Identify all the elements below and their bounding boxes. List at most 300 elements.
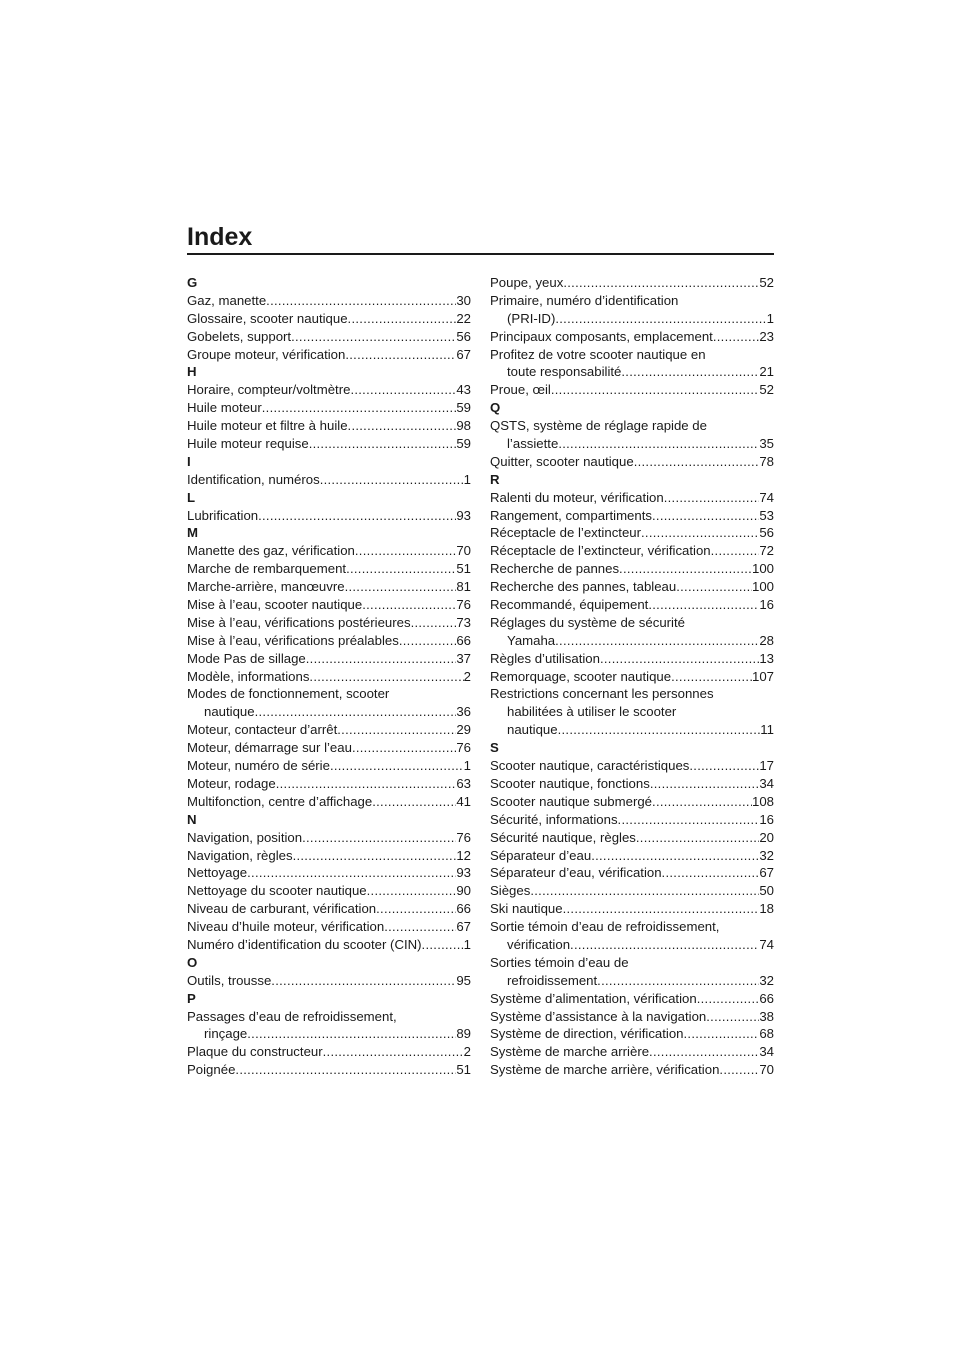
index-page-number: 74 [759,489,774,505]
dot-leader [348,310,457,328]
index-entry [490,668,774,686]
index-entry [490,417,774,435]
index-entry-text: Profitez de votre scooter nautique en [490,346,706,362]
page-title: Index [187,223,253,251]
index-entry [187,972,471,990]
dot-leader [697,990,760,1008]
index-entry [187,542,471,560]
index-entry [187,847,471,865]
index-letter-heading: M [187,525,198,541]
index-entry-text: Système de marche arrière [490,1044,650,1060]
index-entry-text: Modèle, informations [187,668,310,684]
index-entry-text: Yamaha [507,632,556,648]
index-page-number: 38 [759,1008,774,1024]
index-entry [490,811,774,829]
index-entry-text: Principaux composants, emplacement [490,328,713,344]
index-entry-text: Mise à l’eau, vérifications préalables [187,632,399,648]
index-entry-text: Huile moteur [187,400,262,416]
dot-leader [337,721,456,739]
index-entry-text: Séparateur d’eau, vérification [490,865,662,881]
dot-leader [247,864,456,882]
index-entry [490,1008,774,1026]
index-page-number: 20 [759,829,774,845]
index-entry [490,524,774,542]
dot-leader [411,614,457,632]
dot-leader [367,882,457,900]
index-page-number: 16 [759,597,774,613]
index-entry [187,507,471,525]
index-entry-continuation [490,703,774,721]
index-page-number: 28 [759,632,774,648]
index-page-number: 59 [456,436,471,452]
index-entry [490,453,774,471]
index-entry-text: Identification, numéros [187,471,320,487]
dot-leader [600,650,759,668]
index-entry [187,399,471,417]
index-page-number: 2 [463,1044,471,1060]
dot-leader [262,399,457,417]
index-entry-text: Moteur, contacteur d’arrêt [187,722,338,738]
index-entry-text: toute responsabilité [507,364,622,380]
index-entry-text: rinçage [204,1026,248,1042]
index-letter-heading: Q [490,400,501,416]
index-entry [187,560,471,578]
index-entry [187,614,471,632]
dot-leader [649,1043,759,1061]
index-entry-text: Scooter nautique submergé [490,793,653,809]
index-entry-text: Huile moteur et filtre à huile [187,418,348,434]
index-entry-text: Sorties témoin d’eau de [490,954,629,970]
index-page-number: 32 [759,972,774,988]
dot-leader [555,310,766,328]
index-entry [490,793,774,811]
index-page-number: 76 [456,597,471,613]
index-entry [490,1043,774,1061]
index-entry-text: nautique [507,722,558,738]
index-entry-text: Navigation, position [187,829,303,845]
dot-leader [558,435,759,453]
dot-leader [323,1043,464,1061]
index-entry [490,1061,774,1079]
dot-leader [563,900,760,918]
index-entry [490,685,774,703]
index-page-number: 16 [759,811,774,827]
dot-leader [618,811,760,829]
index-page-number: 66 [456,901,471,917]
dot-leader [650,775,760,793]
dot-leader [621,363,759,381]
index-entry-continuation [490,721,774,739]
index-page-number: 81 [456,579,471,595]
index-page-number: 93 [456,865,471,881]
dot-leader [676,578,752,596]
index-page-number: 70 [456,543,471,559]
index-entry-text: Glossaire, scooter nautique [187,310,348,326]
dot-leader [619,560,752,578]
index-entry [187,381,471,399]
index-entry [490,507,774,525]
dot-leader [247,1025,456,1043]
dot-leader [293,847,457,865]
dot-leader [664,489,760,507]
index-entry-text: Marche de rembarquement [187,561,347,577]
index-entry [490,829,774,847]
index-page-number: 78 [759,453,774,469]
index-page-number: 30 [456,292,471,308]
index-entry [187,829,471,847]
index-entry-text: Numéro d’identification du scooter (CIN) [187,936,422,952]
index-page-number: 36 [456,704,471,720]
index-entry-text: refroidissement [507,972,598,988]
index-entry-text: Sièges [490,883,531,899]
index-entry-text: Mise à l’eau, vérifications postérieures [187,614,411,630]
index-entry-continuation [490,435,774,453]
index-entry-text: Modes de fonctionnement, scooter [187,686,390,702]
index-entry-text: Passages d’eau de refroidissement, [187,1008,397,1024]
index-entry [187,471,471,489]
index-page-number: 1 [463,936,471,952]
dot-leader [276,775,457,793]
index-page-number: 53 [759,507,774,523]
index-page-number: 52 [759,382,774,398]
index-page-number: 43 [456,382,471,398]
index-page-number: 1 [463,471,471,487]
dot-leader [376,900,456,918]
index-entry-text: Outils, trousse [187,972,272,988]
index-entry-text: Recommandé, équipement [490,597,649,613]
index-entry [490,775,774,793]
index-entry-text: Poupe, yeux [490,275,564,290]
index-page-number: 76 [456,829,471,845]
index-entry-text: Proue, œil [490,382,551,398]
index-page-number: 74 [759,936,774,952]
index-entry [187,918,471,936]
index-entry-text: Scooter nautique, fonctions [490,775,650,791]
index-entry [490,292,774,310]
index-entry-text: Recherche des pannes, tableau [490,579,677,595]
index-entry-text: Marche-arrière, manœuvre [187,579,345,595]
index-letter-heading: G [187,275,198,290]
index-entry [490,596,774,614]
index-entry-text: Séparateur d’eau [490,847,592,863]
index-entry [490,650,774,668]
dot-leader [689,757,759,775]
index-entry-text: Réglages du système de sécurité [490,614,685,630]
index-entry-text: Moteur, rodage [187,775,276,791]
index-entry [490,918,774,936]
index-entry [187,346,471,364]
index-entry-text: Nettoyage [187,865,248,881]
index-entry [187,882,471,900]
index-entry [187,1008,471,1026]
index-entry-text: Multifonction, centre d’affichage [187,793,373,809]
index-entry-text: Niveau de carburant, vérification [187,901,377,917]
index-page-number: 11 [760,722,774,738]
index-entry-text: Restrictions concernant les personnes [490,686,714,702]
index-page-number: 17 [759,758,774,774]
index-entry [490,560,774,578]
dot-leader [558,721,761,739]
index-entry [187,721,471,739]
index-page-number: 18 [759,901,774,917]
dot-leader [348,417,457,435]
index-letter-heading: L [187,489,196,505]
dot-leader [648,596,759,614]
index-entry-continuation [490,310,774,328]
index-page-number: 35 [759,436,774,452]
index-letter-heading: I [187,453,191,469]
index-entry [187,1061,471,1079]
index-entry-text: Réceptacle de l’extincteur [490,525,642,541]
index-entry-text: Gaz, manette [187,292,267,308]
index-entry-text: Système de marche arrière, vérification [490,1062,720,1078]
dot-leader [320,471,464,489]
index-entry [187,1043,471,1061]
index-letter-heading: R [490,471,500,487]
index-entry [187,936,471,954]
index-page-number: 50 [759,883,774,899]
index-page-number: 67 [759,865,774,881]
dot-leader [706,1008,759,1026]
dot-leader [713,328,759,346]
dot-leader [634,453,760,471]
index-entry [490,864,774,882]
index-page-number: 63 [456,775,471,791]
index-page-number: 41 [456,793,471,809]
index-column-left [187,274,471,1079]
index-letter-heading: O [187,954,198,970]
index-entry-text: Réceptacle de l’extincteur, vérification [490,543,711,559]
dot-leader [306,650,457,668]
index-entry [187,900,471,918]
index-page-number: 34 [759,775,774,791]
dot-leader [570,936,759,954]
index-entry-continuation [187,1025,471,1043]
index-entry [490,954,774,972]
index-entry [490,757,774,775]
index-entry [187,793,471,811]
dot-leader [641,524,759,542]
index-letter-heading: S [490,740,499,756]
index-page-number: 32 [759,847,774,863]
index-entry-text: Manette des gaz, vérification [187,543,355,559]
dot-leader [422,936,464,954]
index-entry-continuation [490,936,774,954]
index-entry [187,292,471,310]
index-entry-continuation [187,703,471,721]
index-entry [490,990,774,1008]
index-page-number: 98 [456,418,471,434]
index-entry [187,632,471,650]
index-page-number: 70 [759,1062,774,1078]
dot-leader [255,703,457,721]
index-entry [187,668,471,686]
index-entry [187,739,471,757]
index-entry-text: Mise à l’eau, scooter nautique [187,597,363,613]
index-page-number: 1 [463,758,471,774]
dot-leader [291,328,456,346]
index-entry-text: Groupe moteur, vérification [187,346,346,362]
dot-leader [652,793,752,811]
dot-leader [258,507,456,525]
index-letter-heading: P [187,990,196,1006]
index-entry [187,775,471,793]
index-entry-text: Règles d’utilisation [490,650,600,666]
index-entry-text: Gobelets, support [187,328,292,344]
index-entry [490,847,774,865]
index-entry-text: Moteur, numéro de série [187,758,330,774]
index-letter-heading: N [187,811,197,827]
index-page-number: 66 [759,990,774,1006]
dot-leader [266,292,456,310]
index-entry-text: Remorquage, scooter nautique [490,668,672,684]
index-entry-continuation [490,632,774,650]
index-entry-text: Mode Pas de sillage [187,650,306,666]
index-entry-text: l’assiette [507,436,559,452]
dot-leader [719,1061,759,1079]
dot-leader [352,739,456,757]
dot-leader [662,864,760,882]
index-page-number: 95 [456,972,471,988]
index-entry [490,274,774,292]
index-page-number: 21 [759,364,774,380]
index-page-number: 12 [456,847,471,863]
index-entry [490,1025,774,1043]
index-entry [490,614,774,632]
dot-leader [652,507,759,525]
index-entry-text: Système d’alimentation, vérification [490,990,697,1006]
index-page-number: 100 [751,561,774,577]
index-entry-text: Nettoyage du scooter nautique [187,883,367,899]
dot-leader [330,757,464,775]
index-entry [490,578,774,596]
index-page-number: 22 [456,310,471,326]
index-entry-text: Système de direction, vérification [490,1026,684,1042]
index-entry [187,578,471,596]
index-page-number: 68 [759,1026,774,1042]
index-entry-text: Navigation, règles [187,847,293,863]
index-entry-text: Rangement, compartiments [490,507,652,523]
dot-leader [309,435,457,453]
index-page-number: 51 [456,1062,471,1078]
dot-leader [597,972,759,990]
index-page-number: 1 [766,310,774,326]
index-entry-text: Moteur, démarrage sur l’eau [187,740,352,756]
index-entry [187,596,471,614]
index-entry-text: Scooter nautique, caractéristiques [490,758,690,774]
dot-leader [555,632,759,650]
index-entry-text: Huile moteur requise [187,436,309,452]
index-page-number: 37 [456,650,471,666]
index-entry [490,900,774,918]
dot-leader [711,542,760,560]
dot-leader [345,578,457,596]
index-page-number: 72 [759,543,774,559]
index-page-number: 89 [456,1026,471,1042]
index-page-number: 66 [456,632,471,648]
dot-leader [551,381,760,399]
index-entry [187,757,471,775]
index-entry [187,650,471,668]
dot-leader [636,829,759,847]
index-entry [187,685,471,703]
index-page-number: 108 [751,793,774,809]
index-page-number: 76 [456,740,471,756]
index-entry [490,381,774,399]
dot-leader [309,668,463,686]
index-page-number: 93 [456,507,471,523]
index-entry-text: Recherche de pannes [490,561,620,577]
index-entry [490,328,774,346]
index-entry [490,882,774,900]
dot-leader [671,668,752,686]
dot-leader [563,274,759,292]
index-page-number: 52 [759,275,774,290]
index-column-right [490,274,774,1079]
dot-leader [372,793,456,811]
index-entry-text: Primaire, numéro d’identification [490,292,679,308]
index-page-number: 107 [751,668,774,684]
index-entry-text: Horaire, compteur/voltmètre [187,382,351,398]
index-entry-text: Poignée [187,1062,236,1078]
dot-leader [362,596,456,614]
dot-leader [684,1025,760,1043]
title-rule [187,253,774,255]
index-entry-text: Plaque du constructeur [187,1044,323,1060]
dot-leader [271,972,456,990]
index-entry [187,864,471,882]
index-entry-text: Niveau d’huile moteur, vérification [187,919,385,935]
index-entry-text: vérification [507,936,571,952]
index-entry-text: Sécurité, informations [490,811,618,827]
index-entry-text: Lubrification [187,507,259,523]
dot-leader [346,560,456,578]
dot-leader [384,918,456,936]
index-page-number: 100 [751,579,774,595]
index-entry [187,435,471,453]
index-entry-continuation [490,972,774,990]
index-page-number: 34 [759,1044,774,1060]
index-entry-text: Système d’assistance à la navigation [490,1008,707,1024]
index-entry-text: Ralenti du moteur, vérification [490,489,664,505]
dot-leader [399,632,456,650]
index-page-number: 29 [456,722,471,738]
index-page-number: 51 [456,561,471,577]
index-entry [187,310,471,328]
index-page-number: 23 [759,328,774,344]
index-entry-text: QSTS, système de réglage rapide de [490,418,707,434]
index-entry [490,489,774,507]
dot-leader [345,346,456,364]
index-entry-text: Sécurité nautique, règles [490,829,636,845]
index-entry [187,328,471,346]
index-entry-text: Quitter, scooter nautique [490,453,634,469]
index-entry-text: nautique [204,704,255,720]
index-page-number: 2 [463,668,471,684]
index-entry-text: Ski nautique [490,901,563,917]
index-entry [490,346,774,364]
index-letter-heading: H [187,364,197,380]
index-entry-text: habilitées à utiliser le scooter [507,704,677,720]
dot-leader [355,542,456,560]
dot-leader [350,381,456,399]
index-page-number: 13 [759,650,774,666]
dot-leader [235,1061,456,1079]
dot-leader [530,882,759,900]
index-page-number: 73 [456,614,471,630]
index-page-number: 67 [456,919,471,935]
index-entry-continuation [490,363,774,381]
